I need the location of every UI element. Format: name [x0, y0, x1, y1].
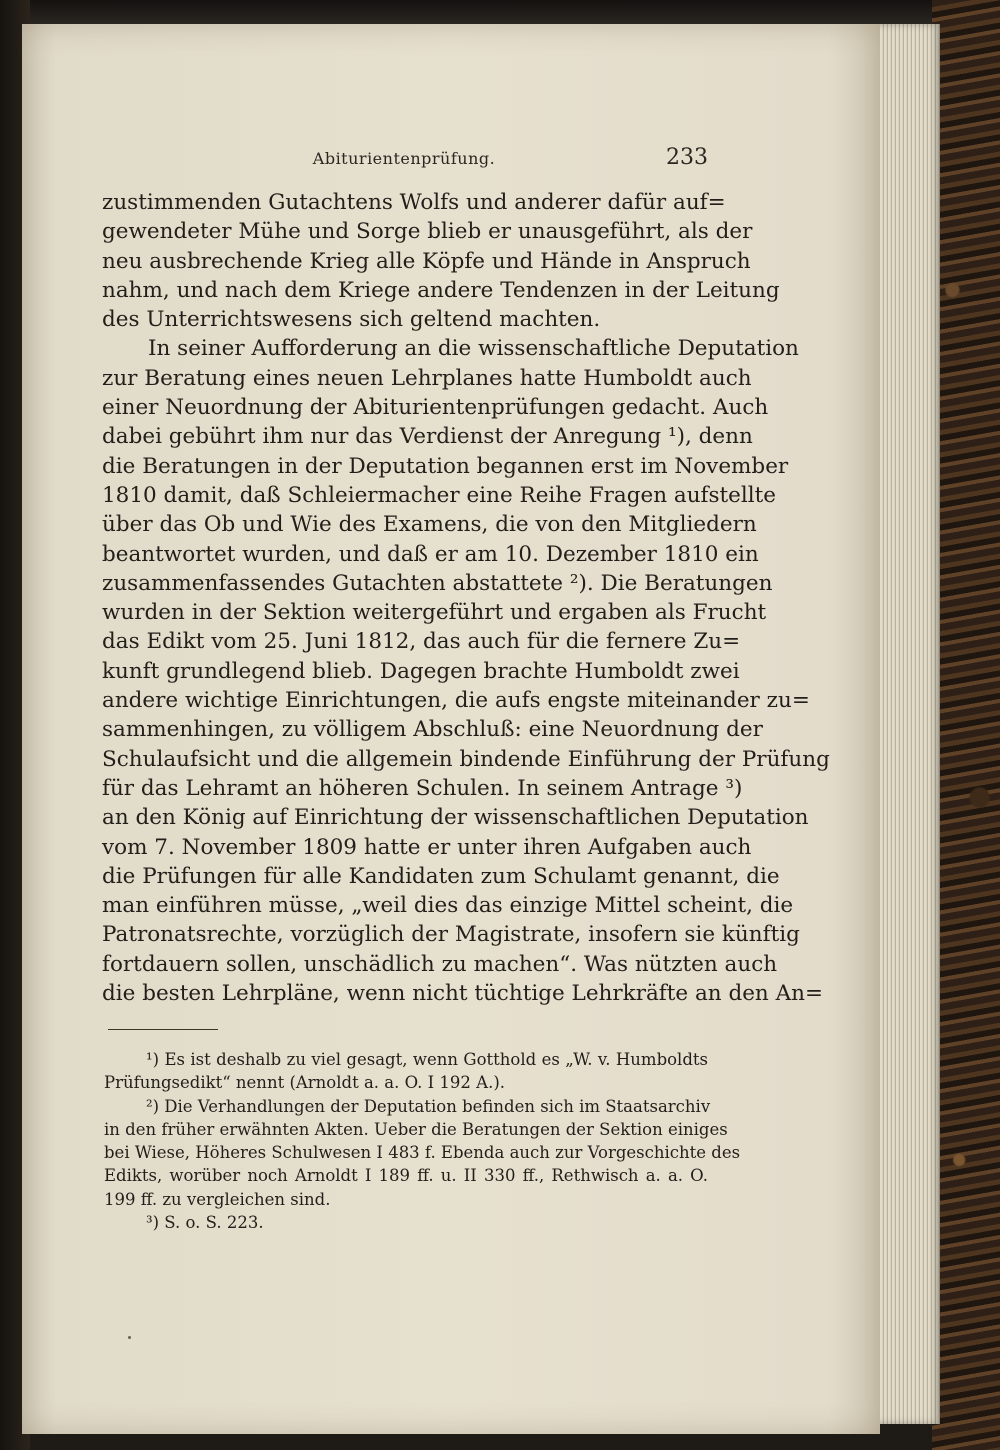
body-line: fortdauern sollen, unschädlich zu machen“. Was nützten auch — [102, 951, 778, 977]
body-line: an den König auf Einrichtung der wissenschaftlichen Deputation — [102, 805, 809, 831]
body-line: zur Beratung eines neuen Lehrplanes hatte Humboldt auch — [102, 365, 752, 391]
footnote-line: ¹) Es ist deshalb zu viel gesagt, wenn Gotthold es „W. v. Humboldts — [146, 1050, 708, 1069]
body-line: beantwortet wurden, und daß er am 10. Dezember 1810 ein — [102, 541, 759, 567]
footnotes — [104, 1048, 741, 1234]
body-line: andere wichtige Einrichtungen, die aufs engste miteinander zu= — [102, 688, 810, 714]
body-line: einer Neuordnung der Abiturientenprüfungen gedacht. Auch — [102, 395, 769, 421]
running-head: Abiturientenprüfung. — [312, 149, 496, 168]
body-line: kunft grundlegend blieb. Dagegen brachte Humboldt zwei — [102, 658, 740, 684]
page-header — [100, 145, 708, 175]
body-line: über das Ob und Wie des Examens, die von den Mitgliedern — [102, 512, 757, 538]
body-line: neu ausbrechende Krieg alle Köpfe und Hände in Anspruch — [102, 248, 751, 274]
body-line: die Beratungen in der Deputation begannen erst im November — [102, 453, 789, 479]
footnote-line: bei Wiese, Höheres Schulwesen I 483 f. Ebenda auch zur Vorgeschichte des — [104, 1143, 741, 1163]
footnote-line: Prüfungsedikt“ nennt (Arnoldt a. a. O. I 192 A.). — [104, 1073, 506, 1093]
body-line: zusammenfassendes Gutachten abstattete ²). Die Beratungen — [102, 570, 773, 596]
body-line: Patronatsrechte, vorzüglich der Magistrate, insofern sie künftig — [102, 922, 800, 948]
paper-speck — [128, 1336, 131, 1339]
body-line: In seiner Aufforderung an die wissenschaftliche Deputation — [148, 336, 799, 362]
body-line: man einführen müsse, „weil dies das einzige Mittel scheint, die — [102, 893, 794, 919]
footnote-line: Edikts, worüber noch Arnoldt I 189 ff. u. II 330 ff., Rethwisch a. a. O. — [104, 1166, 708, 1186]
body-line: zustimmenden Gutachtens Wolfs und anderer dafür auf= — [102, 190, 726, 215]
body-line: für das Lehramt an höheren Schulen. In seinem Antrage ³) — [102, 775, 743, 801]
body-line: 1810 damit, daß Schleiermacher eine Reihe Fragen aufstellte — [102, 482, 777, 508]
page-number: 233 — [666, 145, 708, 170]
body-line: dabei gebührt ihm nur das Verdienst der Anregung ¹), denn — [102, 424, 753, 450]
page-edges — [870, 24, 940, 1424]
body-line: des Unterrichtswesens sich geltend machten. — [102, 307, 601, 333]
body-line: sammenhingen, zu völligem Abschluß: eine Neuordnung der — [102, 717, 763, 743]
footnote-line: 199 ff. zu vergleichen sind. — [104, 1189, 331, 1209]
footnote-rule — [108, 1029, 218, 1030]
book-cover-top — [0, 0, 1000, 26]
body-line: das Edikt vom 25. Juni 1812, das auch für die fernere Zu= — [102, 629, 741, 655]
footnote-line: ²) Die Verhandlungen der Deputation befinden sich im Staatsarchiv — [146, 1096, 711, 1116]
body-line: die Prüfungen für alle Kandidaten zum Schulamt genannt, die — [102, 863, 780, 889]
body-line: vom 7. November 1809 hatte er unter ihren Aufgaben auch — [102, 834, 752, 860]
body-line: gewendeter Mühe und Sorge blieb er unausgeführt, als der — [102, 219, 753, 245]
body-line: nahm, und nach dem Kriege andere Tendenzen in der Leitung — [102, 277, 780, 303]
body-line: wurden in der Sektion weitergeführt und ergaben als Frucht — [102, 600, 767, 626]
body-line: Schulaufsicht und die allgemein bindende Einführung der Prüfung — [102, 746, 830, 772]
footnote-line: in den früher erwähnten Akten. Ueber die Beratungen der Sektion einiges — [104, 1119, 728, 1139]
footnote-line: ³) S. o. S. 223. — [146, 1213, 264, 1233]
body-line: die besten Lehrpläne, wenn nicht tüchtige Lehrkräfte an den An= — [102, 981, 823, 1007]
body-text — [102, 188, 830, 1008]
marbled-cover-edge — [932, 0, 1000, 1450]
